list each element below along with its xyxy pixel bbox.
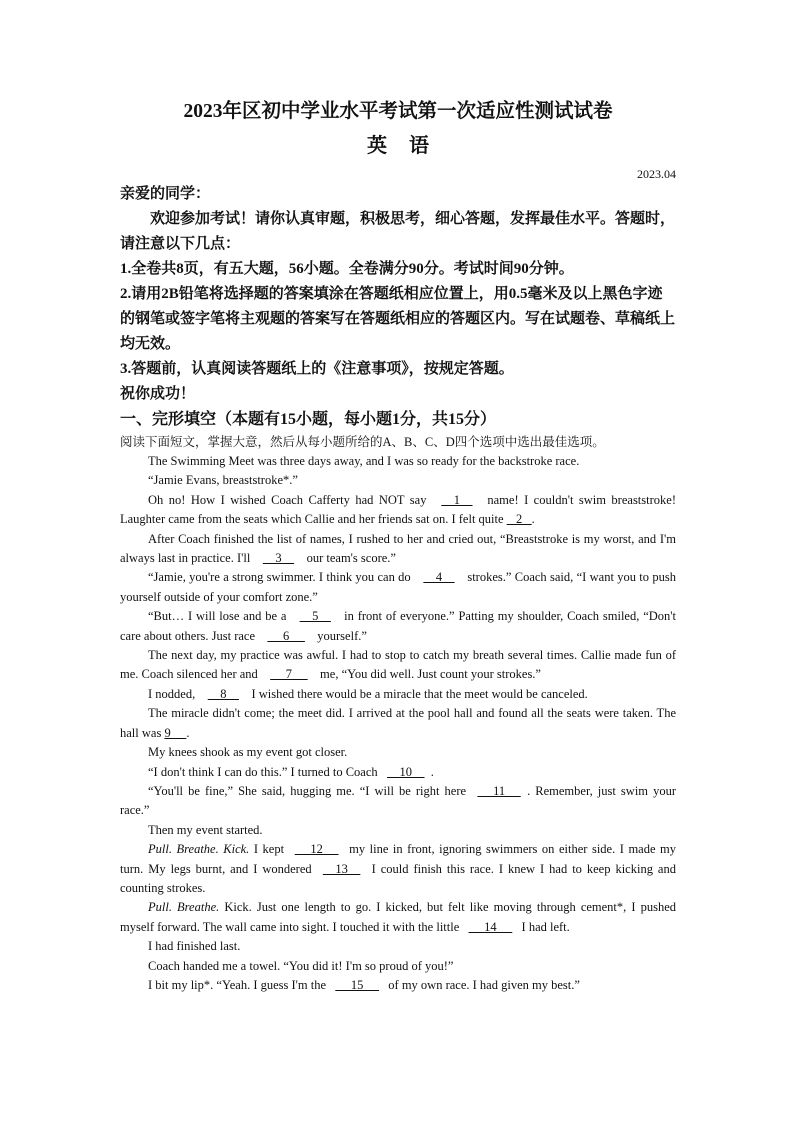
instruction-item-2: 2.请用2B铅笔将选择题的答案填涂在答题纸相应位置上，用0.5毫米及以上黑色字迹的钢笔或签字笔将主观题的答案写在答题纸相应的答题区内。写在试题卷、草稿纸上均无效。: [120, 286, 676, 352]
passage-text: Oh no! How I wished Coach Cafferty had NOT say: [148, 492, 432, 507]
exam-title: 2023年区初中学业水平考试第一次适应性测试试卷: [183, 101, 613, 122]
passage-paragraph: [120, 704, 676, 743]
passage-text: yourself.”: [314, 628, 367, 643]
blank-14: 14: [468, 919, 513, 934]
welcome-text: 欢迎参加考试！请你认真审题，积极思考，细心答题，发挥最佳水平。答题时，请注意以下几点：: [120, 211, 676, 252]
good-luck-text: 祝你成功！: [120, 386, 196, 402]
passage-paragraph: [120, 646, 676, 685]
passage-paragraph: [120, 976, 676, 995]
passage-text: name! I couldn't swim breaststroke! Laughter came from the seats which Callie and her friends sat on. I felt quite: [120, 492, 676, 527]
passage-paragraph: [120, 491, 676, 530]
instruction-item-3: 3.答题前，认真阅读答题纸上的《注意事项》，按规定答题。: [120, 361, 514, 377]
passage-text: I could finish this race. I knew I had to keep kicking and counting strokes.: [120, 861, 676, 895]
passage-text: Kick. Just one length to go. I kicked, but felt like moving through cement*, I pushed myself forward. The wall came into sight. I touched it with the little: [120, 900, 676, 934]
passage-paragraph: [120, 607, 676, 646]
blank-3: 3: [262, 551, 295, 566]
blank-6: 6: [267, 628, 305, 643]
passage-paragraph: Then my event started.: [148, 822, 263, 837]
passage-paragraph: [120, 840, 676, 898]
exam-page: [120, 98, 676, 995]
passage-paragraph: [120, 763, 676, 782]
passage-text: I nodded,: [148, 686, 199, 701]
blank-1: 1: [441, 492, 473, 507]
passage-text: my line in front, ignoring swimmers on either side. I made my turn. My legs burnt, and I wondered: [120, 842, 677, 876]
passage-paragraph: [120, 898, 676, 937]
passage-text: After Coach finished the list of names, I rushed to her and cried out, “Breaststroke is my worst, and I'm always last in practice. I'll: [120, 531, 676, 566]
passage-text: The next day, my practice was awful. I had to stop to catch my breath several times. Callie made fun of me. Coach silenced her and: [120, 648, 676, 682]
passage-paragraph: [120, 568, 676, 607]
passage-paragraph: [120, 782, 676, 821]
passage-text: The miracle didn't come; the meet did. I arrived at the pool hall and found all the seats were taken. The hall was: [120, 706, 676, 740]
blank-2: 2: [506, 512, 532, 527]
passage-text-italic: Pull. Breathe.: [148, 900, 220, 915]
section-direction: 阅读下面短文，掌握大意，然后从每小题所给的A、B、C、D四个选项中选出最佳选项。: [120, 435, 605, 449]
blank-7: 7: [270, 667, 308, 682]
instruction-item-1: 1.全卷共8页，有五大题，56小题。全卷满分90分。考试时间90分钟。: [120, 261, 574, 277]
passage-text: I kept: [249, 842, 289, 857]
passage-text: I bit my lip*. “Yeah. I guess I'm the: [148, 977, 330, 992]
passage-text: I wished there would be a miracle that the meet would be canceled.: [248, 686, 588, 701]
blank-10: 10: [387, 764, 425, 779]
passage-text: “I don't think I can do this.” I turned to Coach: [148, 764, 381, 779]
passage-text: our team's score.”: [303, 551, 396, 566]
passage-text: strokes.” Coach said, “I want you to push yourself outside of your comfort zone.”: [120, 570, 676, 604]
subject-char-1: 英: [367, 135, 387, 157]
greeting: 亲爱的同学：: [120, 186, 211, 202]
passage-text: in front of everyone.” Patting my shoulder, Coach smiled, “Don't care about others. Just race: [120, 609, 676, 643]
passage-paragraph: I had finished last.: [148, 939, 241, 954]
passage-paragraph: [120, 685, 676, 704]
passage-text: . Remember, just swim your race.”: [120, 783, 676, 818]
exam-date: 2023.04: [637, 167, 676, 181]
blank-15: 15: [335, 977, 380, 992]
passage-text: “Jamie, you're a strong swimmer. I think you can do: [148, 570, 414, 585]
blank-5: 5: [299, 609, 331, 624]
passage-paragraph: The Swimming Meet was three days away, and I was so ready for the backstroke race.: [148, 454, 580, 468]
blank-13: 13: [322, 861, 361, 876]
blank-9: 9: [164, 725, 187, 740]
blank-8: 8: [207, 686, 239, 701]
passage-text: “You'll be fine,” She said, hugging me. “I will be right here: [148, 783, 472, 798]
subject-char-2: 语: [409, 135, 429, 157]
passage-paragraph: “Jamie Evans, breaststroke*.”: [148, 473, 298, 488]
passage-text: .: [430, 764, 434, 779]
passage-text: I had left.: [518, 919, 570, 934]
passage-paragraph: Coach handed me a towel. “You did it! I'm so proud of you!”: [148, 958, 454, 973]
passage-text: of my own race. I had given my best.”: [385, 977, 580, 992]
passage-text-italic: Pull. Breathe. Kick.: [148, 842, 250, 857]
subject-heading: [120, 132, 676, 160]
blank-4: 4: [423, 570, 455, 585]
passage-text: “But… I will lose and be a: [148, 609, 291, 624]
passage-text: .: [531, 512, 535, 527]
passage-text: me, “You did well. Just count your strokes.”: [316, 667, 541, 682]
passage-text: .: [186, 725, 190, 740]
passage-paragraph: My knees shook as my event got closer.: [148, 745, 348, 760]
section-heading: 一、完形填空（本题有15小题，每小题1分，共15分）: [120, 411, 497, 428]
blank-11: 11: [477, 783, 521, 798]
blank-12: 12: [294, 842, 339, 857]
passage-paragraph: [120, 530, 676, 569]
